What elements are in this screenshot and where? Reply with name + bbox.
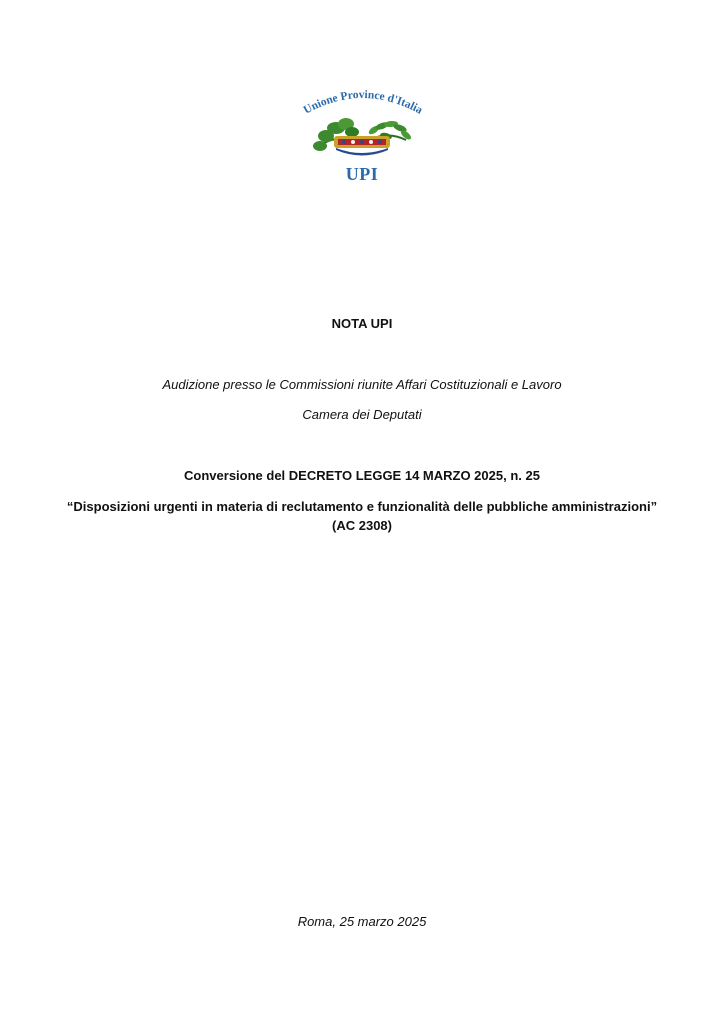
crown-icon — [334, 136, 390, 156]
chamber-line: Camera dei Deputati — [302, 407, 422, 422]
decree-title: Conversione del DECRETO LEGGE 14 MARZO 2025, n. 25 — [184, 468, 540, 483]
decree-subject: “Disposizioni urgenti in materia di reclutamento e funzionalità delle pubbliche amministrazioni” — [66, 499, 658, 514]
place-date: Roma, 25 marzo 2025 — [297, 914, 427, 929]
document-heading: NOTA UPI — [331, 316, 393, 331]
upi-emblem — [300, 84, 424, 164]
hearing-line: Audizione presso le Commissioni riunite Affari Costituzionali e Lavoro — [162, 377, 562, 392]
logo-organization-text: Unione Province d'Italia — [301, 88, 424, 117]
act-number: (AC 2308) — [332, 518, 392, 533]
upi-logo — [300, 84, 424, 188]
logo-abbreviation: UPI — [345, 164, 379, 184]
